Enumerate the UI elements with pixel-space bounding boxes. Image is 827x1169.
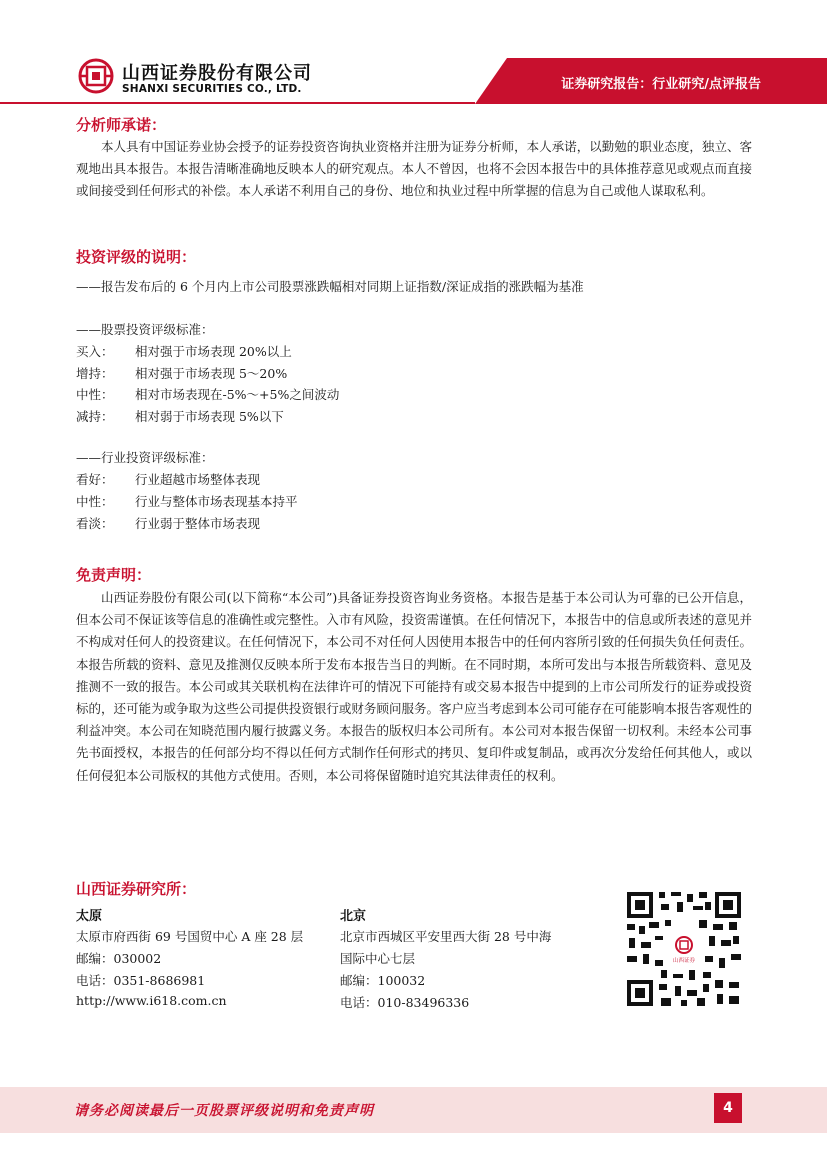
industry-rating-key: 看好： (76, 472, 114, 487)
report-type-tag: 证券研究报告：行业研究/点评报告 (561, 77, 761, 92)
taiyuan-address: 太原市府西街 69 号国贸中心 A 座 28 层 (76, 929, 304, 944)
analyst-commitment-text: 本人具有中国证券业协会授予的证券投资咨询执业资格并注册为证券分析师，本人承诺，以勤勉的职业态度，独立、客观地出具本报告。本报告清晰准确地反映本人的研究观点。本人不曾因，也将不会因本报告中的具体推荐意见或观点而直接或间接受到任何形式的补偿。本人承诺不利用自己的身份、地位和执业过程中所掌握的信息为自己或他人谋取私利。 (76, 139, 752, 199)
beijing-phone: 电话：010-83496336 (340, 995, 470, 1010)
beijing-address: 国际中心七层 (340, 951, 416, 966)
qr-code-icon (625, 890, 743, 1008)
qr-badge-label: 山西证券 (672, 958, 696, 964)
institute-title: 山西证券研究所： (76, 880, 197, 898)
page-header (0, 0, 827, 110)
stock-rating-desc: 相对弱于市场表现 5%以下 (135, 409, 284, 424)
stock-rating-key: 中性： (76, 387, 114, 402)
industry-rating-desc: 行业超越市场整体表现 (135, 472, 261, 487)
taiyuan-city: 太原 (76, 909, 103, 924)
company-logo-icon (78, 58, 114, 94)
rating-basis: ——报告发布后的 6 个月内上市公司股票涨跌幅相对同期上证指数/深证成指的涨跌幅为基准 (76, 279, 584, 294)
stock-rating-desc: 相对市场表现在-5%～+5%之间波动 (135, 387, 340, 402)
industry-rating-key: 中性： (76, 494, 114, 509)
analyst-commitment-title: 分析师承诺： (76, 116, 167, 134)
company-name-en: SHANXI SECURITIES CO., LTD. (122, 83, 302, 95)
beijing-postcode: 邮编：100032 (340, 973, 426, 988)
disclaimer-text: 山西证券股份有限公司(以下简称“本公司”)具备证券投资咨询业务资格。本报告是基于本公司认为可靠的已公开信息，但本公司不保证该等信息的准确性或完整性。入市有风险，投资需谨慎。在任何情况下，本报告中的信息或所表述的意见并不构成对任何人的投资建议。在任何情况下，本公司不对任何人因使用本报告中的任何内容所引致的任何损失负任何责任。本报告所载的资料、意见及推测仅反映本所于发布本报告当日的判断。在不同时期，本所可发出与本报告所载资料、意见及推测不一致的报告。本公司或其关联机构在法律许可的情况下可能持有或交易本报告中提到的上市公司所发行的证券或投资标的，还可能为或争取为这些公司提供投资银行或财务顾问服务。客户应当考虑到本公司可能存在可能影响本报告客观性的利益冲突。本公司在知晓范围内履行披露义务。本报告的版权归本公司所有。本公司对本报告保留一切权利。未经本公司事先书面授权，本报告的任何部分均不得以任何方式制作任何形式的拷贝、复印件或复制品，或再次分发给任何其他人，或以任何侵犯本公司版权的其他方式使用。否则，本公司将保留随时追究其法律责任的权利。 (76, 590, 752, 783)
footer-notice: 请务必阅读最后一页股票评级说明和免责声明 (74, 1103, 374, 1119)
disclaimer-title: 免责声明： (76, 566, 152, 584)
stock-rating-key: 买入： (76, 344, 114, 359)
industry-rating-desc: 行业弱于整体市场表现 (135, 516, 261, 531)
stock-rating-key: 减持： (76, 409, 114, 424)
industry-rating-desc: 行业与整体市场表现基本持平 (135, 494, 298, 509)
beijing-city: 北京 (340, 909, 367, 924)
taiyuan-phone: 电话：0351-8686981 (76, 973, 206, 988)
taiyuan-postcode: 邮编：030002 (76, 951, 162, 966)
industry-rating-header: ——行业投资评级标准： (76, 450, 214, 465)
stock-rating-desc: 相对强于市场表现 5～20% (135, 366, 288, 381)
stock-rating-header: ——股票投资评级标准： (76, 322, 214, 337)
industry-rating-key: 看淡： (76, 516, 114, 531)
stock-rating-desc: 相对强于市场表现 20%以上 (135, 344, 292, 359)
stock-rating-key: 增持： (76, 366, 114, 381)
company-name-cn: 山西证券股份有限公司 (122, 63, 312, 84)
taiyuan-website-link[interactable]: http://www.i618.com.cn (76, 993, 227, 1008)
rating-explanation-title: 投资评级的说明： (76, 248, 197, 266)
page-number: 4 (714, 1093, 742, 1123)
beijing-address: 北京市西城区平安里西大街 28 号中海 (340, 929, 552, 944)
